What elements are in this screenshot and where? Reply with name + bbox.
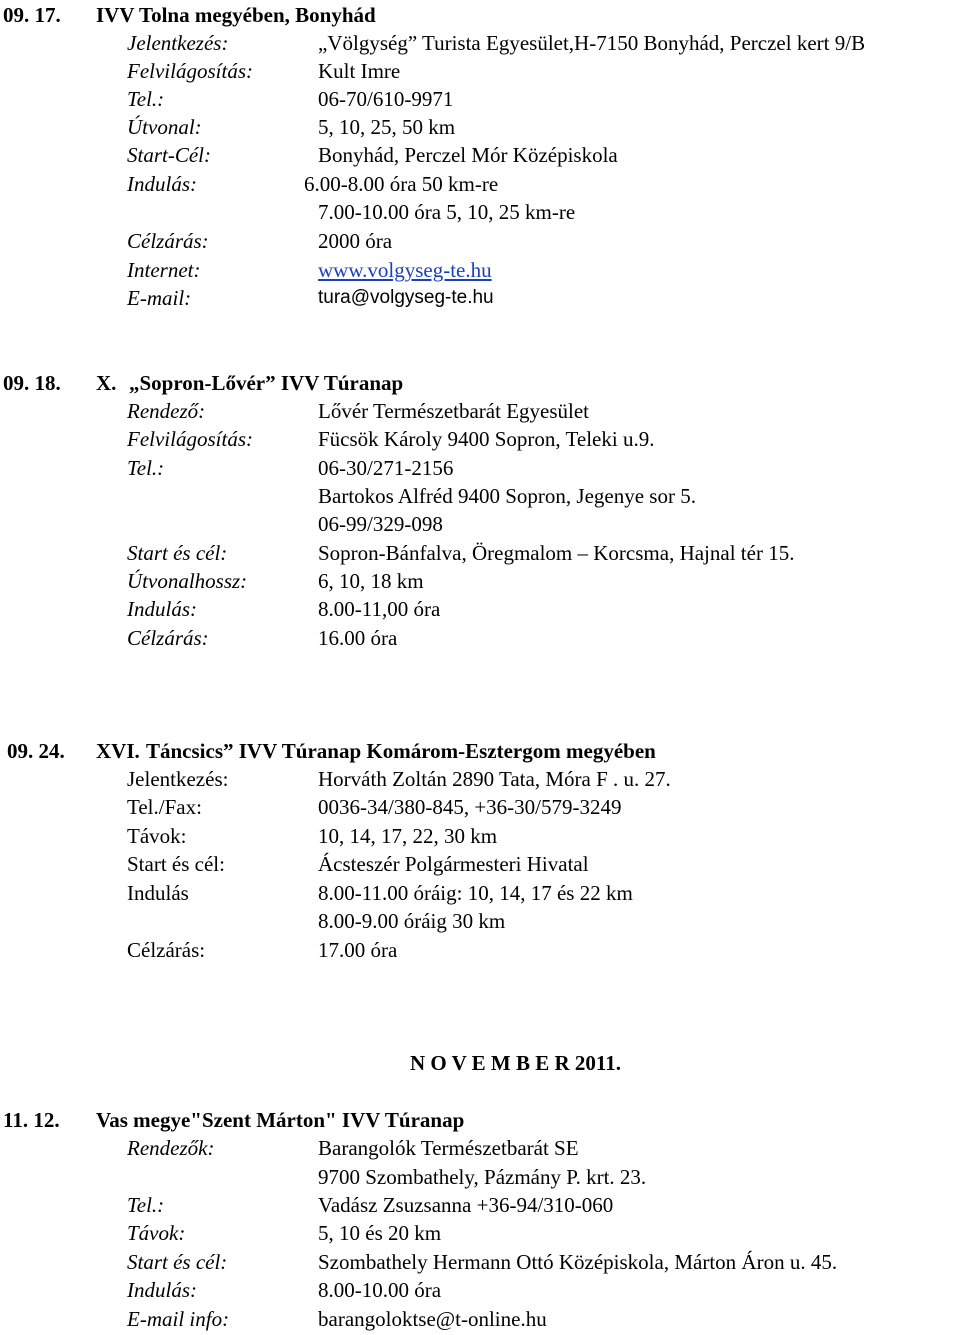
event2-value-organizer: Lővér Természetbarát Egyesület xyxy=(318,399,590,423)
event2-value-tel: 06-30/271-2156 xyxy=(318,456,454,480)
event4-label-tel: Tel.: xyxy=(127,1193,165,1217)
event3-value-tel-fax: 0036-34/380-845, +36-30/579-3249 xyxy=(318,795,622,819)
event2-title: „Sopron-Lővér” IVV Túranap xyxy=(129,371,404,395)
event1-website-link[interactable]: www.volgyseg-te.hu xyxy=(318,258,492,282)
event2-value-departure: 8.00-11,00 óra xyxy=(318,597,441,621)
event1-label-email: E-mail: xyxy=(127,286,192,310)
event2-value-closing: 16.00 óra xyxy=(318,626,398,650)
event2-label-tel: Tel.: xyxy=(127,456,165,480)
event4-value-email-info: barangoloktse@t-online.hu xyxy=(318,1307,547,1331)
event2-label-route-length: Útvonalhossz: xyxy=(127,569,248,593)
event1-value-start-finish: Bonyhád, Perczel Mór Középiskola xyxy=(318,143,618,167)
event4-label-organizers: Rendezők: xyxy=(127,1136,215,1160)
event1-label-internet: Internet: xyxy=(127,258,201,282)
month-heading: N O V E M B E R 2011. xyxy=(410,1051,622,1075)
event4-label-departure: Indulás: xyxy=(127,1278,197,1302)
event3-label-departure: Indulás xyxy=(127,881,189,905)
event3-value-closing: 17.00 óra xyxy=(318,938,398,962)
event3-label-start-finish: Start és cél: xyxy=(127,852,225,876)
event2-value-contact-2: Bartokos Alfréd 9400 Sopron, Jegenye sor 5. xyxy=(318,484,696,508)
event4-label-distances: Távok: xyxy=(127,1221,186,1245)
event1-value-info: Kult Imre xyxy=(318,59,401,83)
event2-value-info: Fücsök Károly 9400 Sopron, Teleki u.9. xyxy=(318,427,655,451)
event2-label-closing: Célzárás: xyxy=(127,626,209,650)
event3-value-distances: 10, 14, 17, 22, 30 km xyxy=(318,824,498,848)
event1-label-departure: Indulás: xyxy=(127,172,197,196)
event2-value-tel-2: 06-99/329-098 xyxy=(318,512,443,536)
event4-value-address: 9700 Szombathely, Pázmány P. krt. 23. xyxy=(318,1165,647,1189)
event1-value-tel: 06-70/610-9971 xyxy=(318,87,454,111)
event1-label-closing: Célzárás: xyxy=(127,229,209,253)
event4-label-start-finish: Start és cél: xyxy=(127,1250,228,1274)
event1-value-email: tura@volgyseg-te.hu xyxy=(318,287,494,308)
event3-label-tel-fax: Tel./Fax: xyxy=(127,795,202,819)
event1-label-start-finish: Start-Cél: xyxy=(127,143,211,167)
event3-value-departure: 8.00-11.00 óráig: 10, 14, 17 és 22 km xyxy=(318,881,633,905)
event1-value-route: 5, 10, 25, 50 km xyxy=(318,115,456,139)
event2-label-info: Felvilágosítás: xyxy=(127,427,253,451)
event3-label-distances: Távok: xyxy=(127,824,187,848)
event3-label-registration: Jelentkezés: xyxy=(127,767,229,791)
event4-value-start-finish: Szombathely Hermann Ottó Középiskola, Márton Áron u. 45. xyxy=(318,1250,838,1274)
event1-label-tel: Tel.: xyxy=(127,87,165,111)
event2-label-organizer: Rendező: xyxy=(127,399,206,423)
event1-label-registration: Jelentkezés: xyxy=(127,31,229,55)
event1-value-departure: 6.00-8.00 óra 50 km-re xyxy=(304,172,499,196)
event4-value-organizers: Barangolók Természetbarát SE xyxy=(318,1136,579,1160)
event1-title: IVV Tolna megyében, Bonyhád xyxy=(96,3,376,27)
event1-date: 09. 17. xyxy=(3,3,61,27)
event4-value-distances: 5, 10 és 20 km xyxy=(318,1221,442,1245)
event2-label-start-finish: Start és cél: xyxy=(127,541,228,565)
event1-label-route: Útvonal: xyxy=(127,115,202,139)
event4-date: 11. 12. xyxy=(3,1108,60,1132)
event3-title: Táncsics” IVV Túranap Komárom-Esztergom megyében xyxy=(146,739,656,763)
event3-number: XVI. xyxy=(96,739,140,763)
event1-label-info: Felvilágosítás: xyxy=(127,59,253,83)
event4-value-departure: 8.00-10.00 óra xyxy=(318,1278,442,1302)
event2-number: X. xyxy=(96,371,117,395)
event3-label-closing: Célzárás: xyxy=(127,938,206,962)
event4-label-email-info: E-mail info: xyxy=(127,1307,230,1331)
event3-value-departure-2: 8.00-9.00 óráig 30 km xyxy=(318,909,506,933)
event2-value-route-length: 6, 10, 18 km xyxy=(318,569,424,593)
event1-value-closing: 2000 óra xyxy=(318,229,393,253)
event3-value-start-finish: Ácsteszér Polgármesteri Hivatal xyxy=(318,852,589,876)
event2-label-departure: Indulás: xyxy=(127,597,197,621)
event1-value-departure-2: 7.00-10.00 óra 5, 10, 25 km-re xyxy=(318,200,576,224)
event2-date: 09. 18. xyxy=(3,371,61,395)
event3-date: 09. 24. xyxy=(7,739,65,763)
event2-value-start-finish: Sopron-Bánfalva, Öregmalom – Korcsma, Hajnal tér 15. xyxy=(318,541,795,565)
event1-value-registration: „Völgység” Turista Egyesület,H-7150 Bonyhád, Perczel kert 9/B xyxy=(318,31,866,55)
event4-value-tel: Vadász Zsuzsanna +36-94/310-060 xyxy=(318,1193,614,1217)
event3-value-registration: Horváth Zoltán 2890 Tata, Móra F . u. 27. xyxy=(318,767,671,791)
event4-title: Vas megye"Szent Márton" IVV Túranap xyxy=(96,1108,465,1132)
